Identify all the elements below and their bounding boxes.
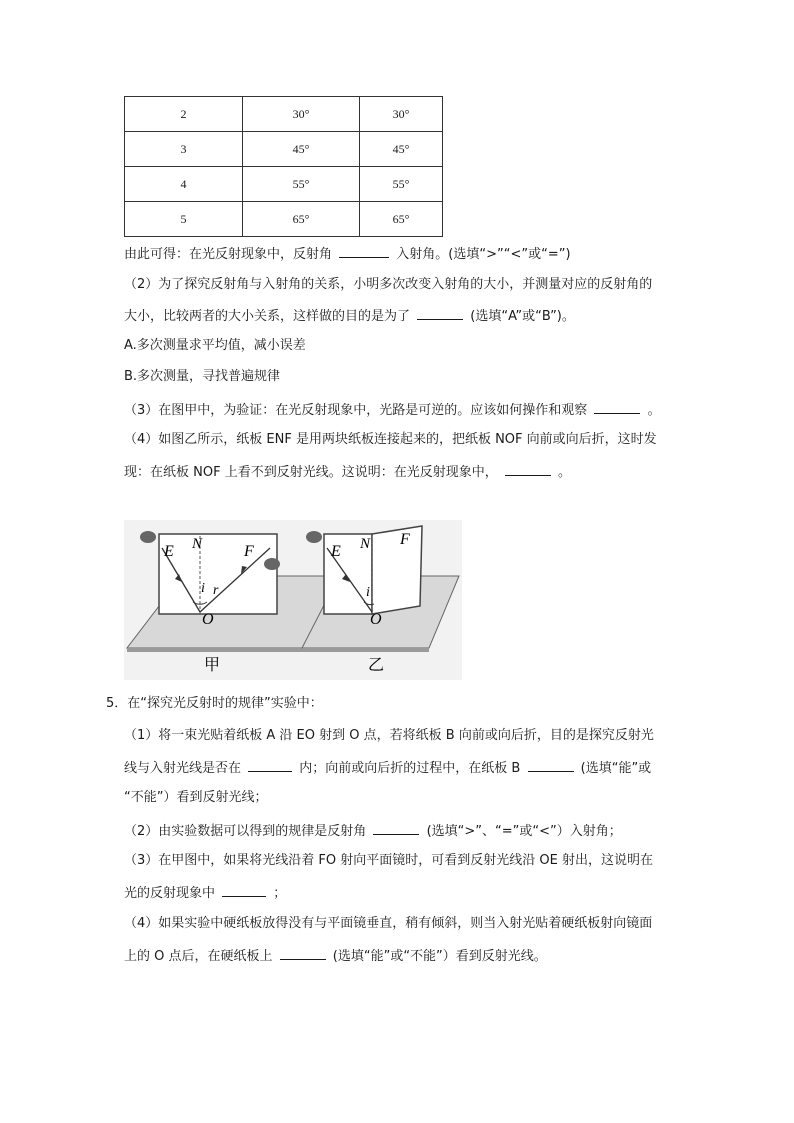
table-cell: 65° [360, 202, 443, 237]
text-span: （2）由实验数据可以得到的规律是反射角 [124, 824, 367, 839]
text-span: 由此可得：在光反射现象中，反射角 [124, 247, 333, 262]
table-row [125, 202, 443, 237]
table-cell: 55° [360, 167, 443, 202]
answer-blank[interactable] [528, 757, 574, 772]
label-f: F [244, 543, 254, 560]
table-row [125, 132, 443, 167]
label-n: N [360, 536, 371, 552]
reflection-experiment-figure [124, 520, 462, 680]
angle-data-table [124, 96, 443, 237]
label-o: O [370, 611, 382, 628]
table-cell: 45° [360, 132, 443, 167]
text-span: 。 [557, 465, 571, 480]
p5-1-line-2 [124, 757, 651, 779]
p5-3-line-1: （3）在甲图中，如果将光线沿着 FO 射向平面镜时，可看到反射光线沿 OE 射出，这说明在 [124, 853, 653, 868]
table-cell: 30° [243, 97, 360, 132]
label-n: N [192, 536, 203, 552]
table-row [125, 97, 443, 132]
table-cell: 2 [125, 97, 243, 132]
table-cell: 30° [360, 97, 443, 132]
text-span: （3）在图甲中，为验证：在光反射现象中，光路是可逆的。应该如何操作和观察 [124, 403, 588, 418]
label-e: E [164, 543, 174, 560]
p5-4-line-2 [124, 945, 547, 967]
text-span: 上的 O 点后，在硬纸板上 [124, 949, 273, 964]
q4-line-2 [124, 461, 571, 483]
text-span: 。 [647, 403, 661, 418]
conclusion-line [124, 243, 571, 265]
text-span: 入射角。(选填“>”“<”或“=”) [396, 247, 571, 262]
table-cell: 5 [125, 202, 243, 237]
text-span: (选填“A”或“B”)。 [470, 309, 575, 324]
label-i: i [201, 581, 205, 596]
p5-1-line-3: “不能”）看到反射光线； [124, 790, 268, 805]
text-span: (选填“能”或 [580, 761, 652, 776]
option-a: A.多次测量求平均值，减小误差 [124, 338, 306, 353]
p5-2-line [124, 820, 622, 842]
answer-blank[interactable] [594, 399, 640, 414]
table-cell: 4 [125, 167, 243, 202]
label-r: r [213, 583, 219, 598]
table-cell: 55° [243, 167, 360, 202]
text-span: 光的反射现象中 [124, 886, 216, 901]
label-o: O [202, 611, 214, 628]
text-span: 线与入射光线是否在 [124, 761, 242, 776]
option-b: B.多次测量，寻找普遍规律 [124, 369, 281, 384]
q3-line [124, 399, 661, 421]
text-span: (选填“>”、“=”或“<”）入射角； [426, 824, 622, 839]
answer-blank[interactable] [505, 461, 551, 476]
q2-line-1: （2）为了探究反射角与入射角的关系，小明多次改变入射角的大小，并测量对应的反射角的 [124, 277, 653, 292]
caption-jia: 甲 [204, 655, 221, 674]
answer-blank[interactable] [417, 305, 463, 320]
caption-yi: 乙 [368, 655, 385, 674]
table-row [125, 167, 443, 202]
table-cell: 3 [125, 132, 243, 167]
p5-1-line-1: （1）将一束光贴着纸板 A 沿 EO 射到 O 点，若将纸板 B 向前或向后折，目的是探究反射光 [124, 728, 654, 743]
figure-yi [302, 526, 459, 674]
text-span: 大小，比较两者的大小关系，这样做的目的是为了 [124, 309, 411, 324]
answer-blank[interactable] [222, 882, 266, 897]
q4-line-1: （4）如图乙所示，纸板 ENF 是用两块纸板连接起来的，把纸板 NOF 向前或向后折，这时发 [124, 432, 657, 447]
text-span: (选填“能”或“不能”）看到反射光线。 [332, 949, 547, 964]
answer-blank[interactable] [373, 820, 419, 835]
table-cell: 65° [243, 202, 360, 237]
q2-line-2 [124, 305, 575, 327]
answer-blank[interactable] [248, 757, 292, 772]
answer-blank[interactable] [280, 945, 326, 960]
table-cell: 45° [243, 132, 360, 167]
p5-3-line-2 [124, 882, 286, 904]
label-f: F [400, 531, 410, 548]
answer-blank[interactable] [339, 243, 389, 258]
problem-5-title: 5．在“探究光反射时的规律”实验中： [106, 696, 323, 711]
p5-4-line-1: （4）如果实验中硬纸板放得没有与平面镜垂直，稍有倾斜，则当入射光贴着硬纸板射向镜面 [124, 916, 653, 931]
text-span: 现：在纸板 NOF 上看不到反射光线。这说明：在光反射现象中， [124, 465, 498, 480]
label-i: i [366, 585, 370, 600]
text-span: ； [273, 886, 287, 901]
label-e: E [331, 543, 341, 560]
text-span: 内；向前或向后折的过程中，在纸板 B [299, 761, 521, 776]
